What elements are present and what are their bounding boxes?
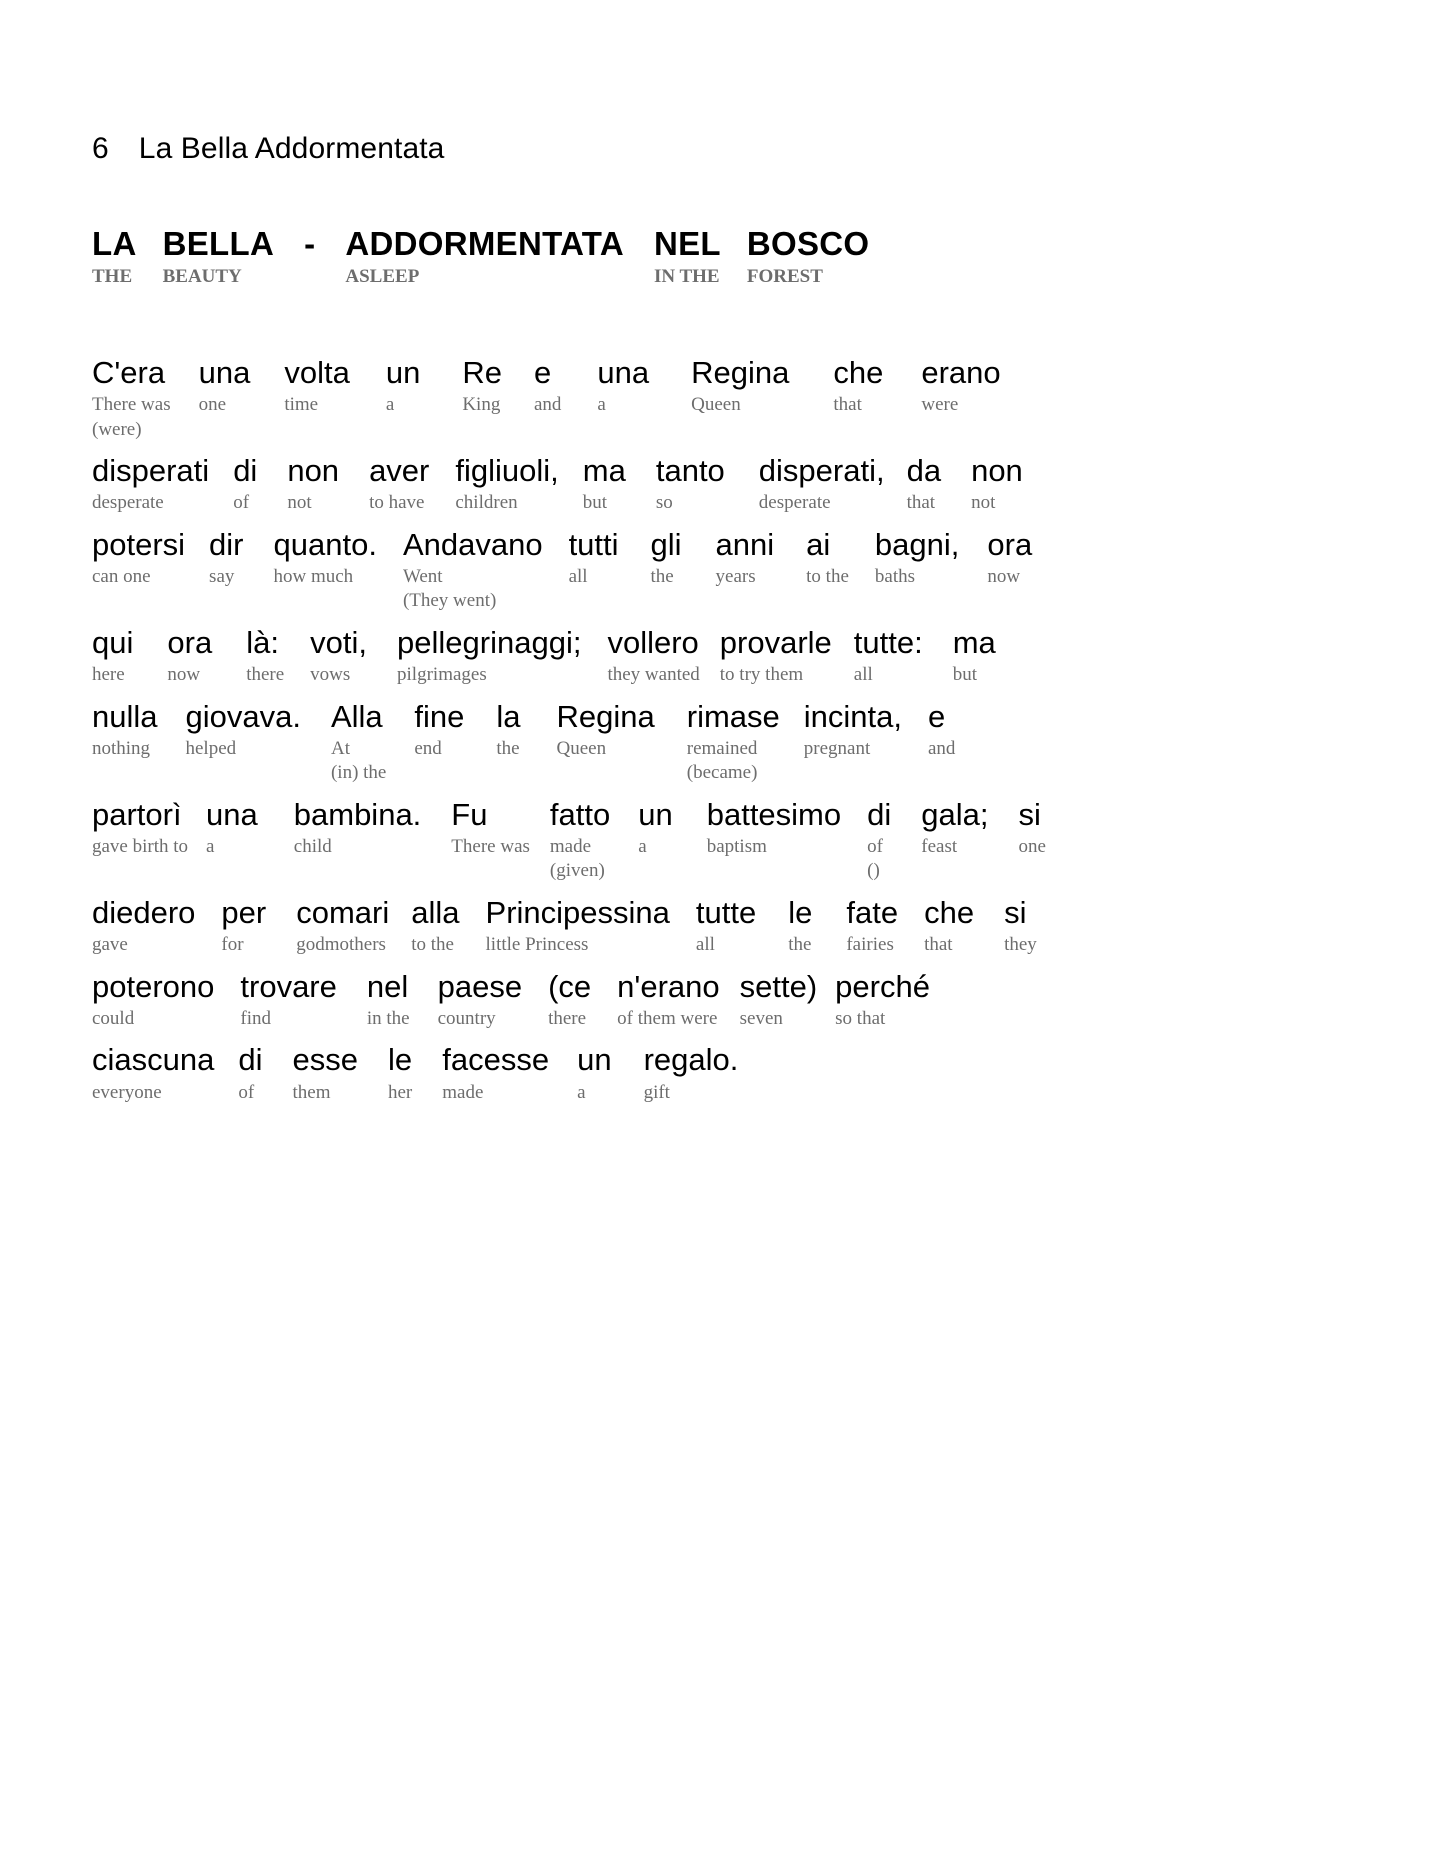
gloss-word-secondary: (in) the bbox=[330, 762, 387, 784]
source-word: tutte bbox=[695, 894, 757, 930]
source-word: le bbox=[788, 894, 813, 930]
gloss-word: there bbox=[246, 664, 285, 686]
word-gloss-pair bbox=[548, 970, 591, 1032]
interlinear-line bbox=[92, 700, 1445, 786]
gloss-word: one bbox=[1018, 836, 1046, 858]
gloss-word: that bbox=[833, 394, 862, 416]
source-word: volta bbox=[284, 354, 350, 390]
source-word: C'era bbox=[92, 354, 166, 390]
source-word: Regina bbox=[556, 698, 655, 734]
gloss-word: but bbox=[952, 664, 977, 686]
source-word: una bbox=[206, 796, 258, 832]
interlinear-line bbox=[92, 970, 1445, 1032]
title-gloss-word: BEAUTY bbox=[162, 265, 242, 287]
word-gloss-pair bbox=[759, 454, 885, 516]
word-gloss-pair bbox=[411, 896, 459, 958]
source-word: che bbox=[833, 354, 884, 390]
word-gloss-pair bbox=[310, 626, 367, 688]
gloss-word: one bbox=[198, 394, 227, 416]
word-gloss-pair bbox=[293, 1043, 358, 1105]
source-word: di bbox=[233, 452, 258, 488]
source-word: un bbox=[385, 354, 421, 390]
word-gloss-pair bbox=[331, 700, 386, 786]
source-word: una bbox=[597, 354, 650, 390]
source-word: facesse bbox=[442, 1042, 550, 1078]
word-gloss-pair bbox=[403, 528, 543, 614]
gloss-word: a bbox=[385, 394, 395, 416]
gloss-word: all bbox=[568, 566, 588, 588]
source-word: quanto. bbox=[273, 526, 377, 562]
gloss-word: to try them bbox=[719, 664, 804, 686]
source-word: erano bbox=[921, 354, 1001, 390]
source-word: figliuoli, bbox=[455, 452, 559, 488]
source-word: ora bbox=[167, 624, 213, 660]
gloss-word: everyone bbox=[92, 1081, 162, 1103]
word-gloss-pair bbox=[92, 528, 185, 590]
source-word: ai bbox=[806, 526, 831, 562]
source-word: alla bbox=[411, 894, 460, 930]
source-word: nel bbox=[366, 968, 409, 1004]
gloss-word: desperate bbox=[92, 492, 164, 514]
source-word: perché bbox=[835, 968, 930, 1004]
word-gloss-pair bbox=[953, 626, 996, 688]
title-gloss-word: IN THE bbox=[653, 265, 720, 287]
title-source-word: BELLA bbox=[162, 225, 275, 262]
source-word: n'erano bbox=[617, 968, 720, 1004]
word-gloss-pair bbox=[687, 700, 780, 786]
title-word-pair bbox=[92, 226, 137, 288]
gloss-word: so that bbox=[835, 1007, 886, 1029]
word-gloss-pair bbox=[209, 528, 243, 590]
gloss-word: godmothers bbox=[296, 934, 386, 956]
gloss-word: gift bbox=[643, 1081, 670, 1103]
word-gloss-pair bbox=[583, 454, 626, 516]
source-word: giovava. bbox=[185, 698, 301, 734]
gloss-word: a bbox=[597, 394, 606, 416]
gloss-word: could bbox=[92, 1007, 135, 1029]
gloss-word: they bbox=[1004, 934, 1037, 956]
word-gloss-pair bbox=[788, 896, 812, 958]
word-gloss-pair bbox=[397, 626, 581, 688]
gloss-word: vows bbox=[310, 664, 351, 686]
word-gloss-pair bbox=[388, 1043, 412, 1105]
source-word: là: bbox=[246, 624, 279, 660]
word-gloss-pair bbox=[696, 896, 756, 958]
gloss-word: but bbox=[582, 492, 608, 514]
gloss-word: to the bbox=[806, 566, 849, 588]
gloss-word: now bbox=[167, 664, 201, 686]
source-word: non bbox=[971, 452, 1023, 488]
source-word: una bbox=[198, 354, 251, 390]
source-word: e bbox=[928, 698, 946, 734]
word-gloss-pair bbox=[246, 626, 284, 688]
word-gloss-pair bbox=[833, 356, 883, 418]
page-folio-number: 6 bbox=[92, 132, 109, 165]
gloss-word-secondary: (were) bbox=[92, 418, 142, 440]
source-word: rimase bbox=[686, 698, 780, 734]
source-word: tutte: bbox=[853, 624, 923, 660]
gloss-word: for bbox=[221, 934, 244, 956]
source-word: ma bbox=[582, 452, 626, 488]
word-gloss-pair bbox=[92, 896, 195, 958]
gloss-word: not bbox=[287, 492, 312, 514]
source-word: trovare bbox=[240, 968, 337, 1004]
gloss-word-secondary: (given) bbox=[549, 860, 605, 882]
gloss-word: to the bbox=[411, 934, 454, 956]
source-word: disperati bbox=[92, 452, 210, 488]
word-gloss-pair bbox=[206, 798, 258, 860]
gloss-word: little Princess bbox=[485, 934, 589, 956]
source-word: si bbox=[1004, 894, 1027, 930]
gloss-word: how much bbox=[273, 566, 354, 588]
gloss-word: that bbox=[924, 934, 953, 956]
gloss-word: find bbox=[240, 1007, 271, 1029]
gloss-word: King bbox=[462, 394, 501, 416]
gloss-word: the bbox=[496, 738, 520, 760]
source-word: non bbox=[287, 452, 340, 488]
word-gloss-pair bbox=[597, 356, 649, 418]
word-gloss-pair bbox=[921, 798, 988, 860]
gloss-word: years bbox=[715, 566, 756, 588]
title-gloss-word: ASLEEP bbox=[345, 265, 420, 287]
word-gloss-pair bbox=[577, 1043, 611, 1105]
word-gloss-pair bbox=[455, 454, 558, 516]
word-gloss-pair bbox=[617, 970, 719, 1032]
source-word: un bbox=[577, 1042, 612, 1078]
source-word: bagni, bbox=[874, 526, 960, 562]
word-gloss-pair bbox=[854, 626, 923, 688]
gloss-word: seven bbox=[739, 1007, 783, 1029]
gloss-word: them bbox=[292, 1081, 331, 1103]
gloss-word: There was bbox=[451, 836, 530, 858]
gloss-word: a bbox=[577, 1081, 586, 1103]
word-gloss-pair bbox=[656, 454, 725, 516]
word-gloss-pair bbox=[367, 970, 410, 1032]
interlinear-line bbox=[92, 528, 1445, 614]
gloss-word: Queen bbox=[691, 394, 741, 416]
interlinear-line bbox=[92, 356, 1445, 442]
interlinear-line bbox=[92, 896, 1445, 958]
source-word: Regina bbox=[691, 354, 790, 390]
story-title-interlinear bbox=[92, 226, 1445, 288]
gloss-word: Went bbox=[402, 566, 443, 588]
word-gloss-pair bbox=[569, 528, 619, 590]
word-gloss-pair bbox=[835, 970, 930, 1032]
source-word: si bbox=[1018, 796, 1041, 832]
interlinear-line bbox=[92, 798, 1445, 884]
gloss-word: fairies bbox=[846, 934, 894, 956]
word-gloss-pair bbox=[486, 896, 670, 958]
gloss-word: were bbox=[921, 394, 959, 416]
word-gloss-pair bbox=[92, 700, 158, 762]
interlinear-line bbox=[92, 454, 1445, 516]
source-word: le bbox=[387, 1042, 413, 1078]
gloss-word: Queen bbox=[556, 738, 607, 760]
gloss-word: of bbox=[233, 492, 250, 514]
word-gloss-pair bbox=[867, 798, 891, 884]
source-word: per bbox=[221, 894, 267, 930]
word-gloss-pair bbox=[924, 896, 974, 958]
title-word-pair bbox=[747, 226, 870, 288]
word-gloss-pair bbox=[534, 356, 561, 418]
interlinear-text-body bbox=[92, 356, 1445, 1105]
word-gloss-pair bbox=[921, 356, 1000, 418]
gloss-word: all bbox=[853, 664, 873, 686]
running-head-title: La Bella Addormentata bbox=[138, 132, 445, 165]
gloss-word: country bbox=[437, 1007, 496, 1029]
gloss-word: the bbox=[788, 934, 812, 956]
gloss-word-secondary: () bbox=[867, 860, 880, 882]
source-word: Principessina bbox=[485, 894, 670, 930]
gloss-word: so bbox=[655, 492, 673, 514]
word-gloss-pair bbox=[907, 454, 941, 516]
source-word: paese bbox=[437, 968, 523, 1004]
source-word: incinta, bbox=[803, 698, 902, 734]
source-word: di bbox=[867, 796, 892, 832]
gloss-word: that bbox=[906, 492, 936, 514]
title-source-word: ADDORMENTATA bbox=[345, 225, 624, 262]
word-gloss-pair bbox=[438, 970, 522, 1032]
source-word: vollero bbox=[607, 624, 699, 660]
word-gloss-pair bbox=[804, 700, 902, 762]
word-gloss-pair bbox=[296, 896, 389, 958]
word-gloss-pair bbox=[92, 1043, 214, 1105]
source-word: fine bbox=[414, 698, 465, 734]
gloss-word: to have bbox=[369, 492, 425, 514]
gloss-word: a bbox=[638, 836, 647, 858]
source-word: gli bbox=[650, 526, 682, 562]
word-gloss-pair bbox=[414, 700, 464, 762]
word-gloss-pair bbox=[928, 700, 955, 762]
word-gloss-pair bbox=[607, 626, 699, 688]
source-word: pellegrinaggi; bbox=[397, 624, 582, 660]
source-word: esse bbox=[292, 1042, 358, 1078]
word-gloss-pair bbox=[740, 970, 818, 1032]
source-word: provarle bbox=[719, 624, 832, 660]
title-source-word: - bbox=[304, 225, 316, 262]
source-word: poterono bbox=[92, 968, 215, 1004]
gloss-word-secondary: (They went) bbox=[402, 590, 497, 612]
word-gloss-pair bbox=[846, 896, 898, 958]
word-gloss-pair bbox=[284, 356, 349, 418]
source-word: dir bbox=[209, 526, 244, 562]
interlinear-line bbox=[92, 626, 1445, 688]
title-gloss-word: THE bbox=[92, 265, 133, 287]
word-gloss-pair bbox=[462, 356, 502, 418]
word-gloss-pair bbox=[720, 626, 832, 688]
gloss-word: all bbox=[695, 934, 715, 956]
source-word: regalo. bbox=[643, 1042, 739, 1078]
source-word: battesimo bbox=[706, 796, 842, 832]
gloss-word: desperate bbox=[758, 492, 831, 514]
word-gloss-pair bbox=[233, 454, 257, 516]
word-gloss-pair bbox=[287, 454, 339, 516]
source-word: e bbox=[533, 354, 552, 390]
source-word: bambina. bbox=[293, 796, 422, 832]
word-gloss-pair bbox=[987, 528, 1032, 590]
source-word: Re bbox=[462, 354, 502, 390]
word-gloss-pair bbox=[691, 356, 789, 418]
title-gloss-word: FOREST bbox=[746, 265, 823, 287]
gloss-word: baptism bbox=[706, 836, 767, 858]
gloss-word: and bbox=[928, 738, 956, 760]
gloss-word: end bbox=[414, 738, 442, 760]
source-word: aver bbox=[369, 452, 430, 488]
word-gloss-pair bbox=[274, 528, 377, 590]
title-word-pair bbox=[345, 226, 624, 288]
gloss-word: the bbox=[650, 566, 674, 588]
title-source-word: LA bbox=[92, 225, 137, 262]
title-source-word: BOSCO bbox=[746, 225, 870, 262]
source-word: un bbox=[638, 796, 673, 832]
word-gloss-pair bbox=[167, 626, 212, 688]
word-gloss-pair bbox=[496, 700, 520, 762]
gloss-word: made bbox=[442, 1081, 484, 1103]
gloss-word: of them were bbox=[617, 1007, 718, 1029]
source-word: Fu bbox=[451, 796, 488, 832]
gloss-word: nothing bbox=[92, 738, 151, 760]
gloss-word: remained bbox=[686, 738, 758, 760]
source-word: da bbox=[906, 452, 942, 488]
word-gloss-pair bbox=[186, 700, 301, 762]
gloss-word: gave birth to bbox=[92, 836, 189, 858]
gloss-word: say bbox=[209, 566, 235, 588]
source-word: gala; bbox=[921, 796, 989, 832]
word-gloss-pair bbox=[92, 626, 133, 688]
source-word: nulla bbox=[92, 698, 158, 734]
gloss-word: There was bbox=[92, 394, 171, 416]
word-gloss-pair bbox=[294, 798, 422, 860]
gloss-word: there bbox=[548, 1007, 587, 1029]
gloss-word: baths bbox=[874, 566, 916, 588]
source-word: Alla bbox=[330, 698, 383, 734]
word-gloss-pair bbox=[92, 798, 188, 860]
source-word: tutti bbox=[568, 526, 619, 562]
word-gloss-pair bbox=[716, 528, 775, 590]
gloss-word: can one bbox=[92, 566, 151, 588]
word-gloss-pair bbox=[238, 1043, 262, 1105]
gloss-word-secondary: (became) bbox=[686, 762, 758, 784]
word-gloss-pair bbox=[199, 356, 251, 418]
word-gloss-pair bbox=[644, 1043, 739, 1105]
source-word: ma bbox=[952, 624, 996, 660]
word-gloss-pair bbox=[451, 798, 530, 860]
word-gloss-pair bbox=[971, 454, 1023, 516]
source-word: sette) bbox=[739, 968, 818, 1004]
word-gloss-pair bbox=[875, 528, 959, 590]
gloss-word: time bbox=[284, 394, 319, 416]
source-word: partorì bbox=[92, 796, 182, 832]
gloss-word: of bbox=[238, 1081, 255, 1103]
gloss-word: here bbox=[92, 664, 125, 686]
source-word: qui bbox=[92, 624, 134, 660]
source-word: ora bbox=[987, 526, 1033, 562]
gloss-word: children bbox=[455, 492, 518, 514]
word-gloss-pair bbox=[1019, 798, 1046, 860]
source-word: fatto bbox=[549, 796, 611, 832]
gloss-word: gave bbox=[92, 934, 128, 956]
gloss-word: not bbox=[971, 492, 996, 514]
source-word: voti, bbox=[310, 624, 368, 660]
gloss-word: feast bbox=[921, 836, 958, 858]
gloss-word: At bbox=[330, 738, 350, 760]
source-word: fate bbox=[846, 894, 899, 930]
title-source-word: NEL bbox=[653, 225, 721, 262]
word-gloss-pair bbox=[550, 798, 610, 884]
gloss-word: in the bbox=[366, 1007, 410, 1029]
source-word: che bbox=[924, 894, 975, 930]
source-word: comari bbox=[296, 894, 390, 930]
gloss-word: her bbox=[387, 1081, 413, 1103]
word-gloss-pair bbox=[92, 970, 214, 1032]
source-word: disperati, bbox=[758, 452, 885, 488]
gloss-word: made bbox=[549, 836, 592, 858]
gloss-word: and bbox=[533, 394, 562, 416]
word-gloss-pair bbox=[92, 356, 171, 442]
source-word: di bbox=[238, 1042, 263, 1078]
word-gloss-pair bbox=[240, 970, 336, 1032]
gloss-word: a bbox=[206, 836, 215, 858]
gloss-word: pilgrimages bbox=[397, 664, 487, 686]
source-word: tanto bbox=[655, 452, 725, 488]
gloss-word: pregnant bbox=[803, 738, 871, 760]
word-gloss-pair bbox=[707, 798, 841, 860]
source-word: anni bbox=[715, 526, 775, 562]
title-word-pair bbox=[163, 226, 275, 288]
source-word: potersi bbox=[92, 526, 186, 562]
gloss-word: of bbox=[867, 836, 883, 858]
word-gloss-pair bbox=[638, 798, 672, 860]
word-gloss-pair bbox=[386, 356, 420, 418]
interlinear-line bbox=[92, 1043, 1445, 1105]
source-word: ciascuna bbox=[92, 1042, 215, 1078]
title-word-pair bbox=[654, 226, 721, 288]
running-head bbox=[92, 132, 1445, 166]
source-word: (ce bbox=[548, 968, 592, 1004]
word-gloss-pair bbox=[369, 454, 429, 516]
title-word-pair bbox=[304, 226, 315, 266]
word-gloss-pair bbox=[651, 528, 682, 590]
gloss-word: helped bbox=[185, 738, 237, 760]
word-gloss-pair bbox=[557, 700, 655, 762]
source-word: Andavano bbox=[402, 526, 543, 562]
gloss-word: they wanted bbox=[607, 664, 700, 686]
source-word: la bbox=[496, 698, 521, 734]
word-gloss-pair bbox=[221, 896, 266, 958]
word-gloss-pair bbox=[442, 1043, 549, 1105]
word-gloss-pair bbox=[92, 454, 209, 516]
gloss-word: now bbox=[987, 566, 1021, 588]
gloss-word: child bbox=[293, 836, 332, 858]
source-word: diedero bbox=[92, 894, 196, 930]
word-gloss-pair bbox=[1004, 896, 1037, 958]
word-gloss-pair bbox=[806, 528, 849, 590]
